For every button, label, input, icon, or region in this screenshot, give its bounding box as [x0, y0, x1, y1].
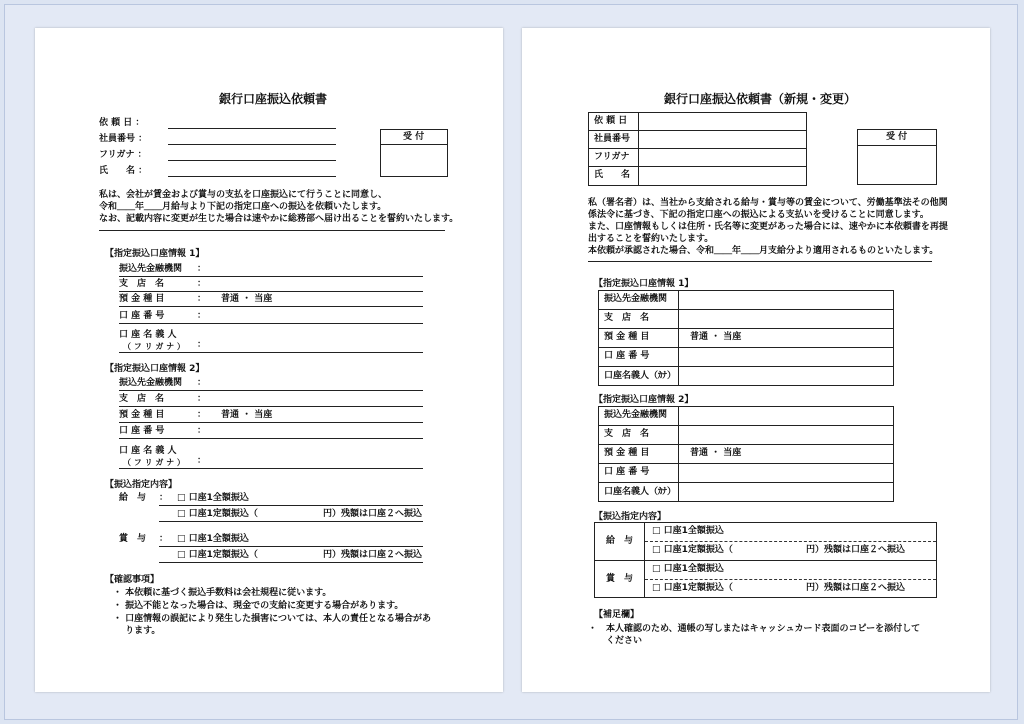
employee-no-field[interactable] [168, 144, 336, 145]
field-label-furigana: フリガナ [594, 152, 630, 162]
bonus-option-full[interactable]: □ 口座1全額振込 [177, 534, 249, 544]
consent-line-1: 私は、会社が賃金および賞与の支払を口座振込にて行うことに同意し、 [99, 190, 388, 200]
account-2-heading: 【指定振込口座情報 2】 [594, 395, 694, 405]
acct2-holder-label: 口座名義人（ｶﾅ） [604, 487, 677, 497]
reception-label: 受 付 [886, 132, 908, 142]
consent-line-5: 本依頼が承認された場合、令和＿＿年＿＿月支給分より適用されるものといたします。 [588, 246, 939, 256]
acct2-branch-input[interactable] [119, 406, 423, 407]
acct1-branch-input[interactable] [119, 291, 423, 292]
acct1-number-input[interactable] [119, 323, 423, 324]
acct1-number-label: 口 座 番 号 [604, 351, 650, 361]
acct1-holder-label: 口 座 名 義 人 [119, 330, 177, 340]
salary-option-full[interactable]: □ 口座1全額振込 [652, 526, 724, 536]
confirm-item-3: ・ 口座情報の誤記により発生した損害については、本人の責任となる場合があ [113, 614, 431, 624]
form-page-left: 銀行口座振込依頼書 依 頼 日 ： 社員番号 ： フリガナ ： 氏 名 ： 受 付 私は、会社が賃金および賞与の支払を口座振込にて行うことに同意し、 令和＿＿年＿＿月給与より下記の指定口座への振込を依頼いたします。 なお、記載内容に変更が生じた場合は速やかに総務部へ届け出ることを誓約いたします。 【指定振込口座情報 1】 振込先金融機関 ： 支 店 名 ： 預 金 種 目 ： 普通 ・ 当座 口 座 番 号 ： 口 座 名 義 人 （ フ リ ガ ナ ） ： 【指定振込口座情報 2】 振込先金融機関 ： 支 店 名 ： 預 金 種 目 ： 普通 ・ 当座 口 座 番 号 ： 口 座 名 義 人 （ フ リ ガ ナ ） ： 【振込指定内容】 給 与 ： □ 口座1全額振込 □ 口座1定額振込（ 円）残額は口座２へ振込 賞 与 ： □ 口座1全額振込 □ 口座1定額振込（ 円）残額は口座２へ振込 【確認事項】 ・ 本依頼に基づく振込手数料は会社規程に従います。 ・ 振込不能となった場合は、現金での支給に変更する場合があります。 ・ 口座情報の誤記により発生した損害については、本人の責任となる場合があ ります。 [35, 28, 503, 692]
employee-no-cell[interactable] [639, 131, 806, 147]
acct2-bank-label: 振込先金融機関 [604, 410, 668, 420]
name-cell[interactable] [639, 167, 806, 185]
field-label-employee-no: 社員番号 ： [99, 134, 148, 144]
bonus-option-fixed[interactable]: □ 口座1定額振込（ [652, 583, 733, 593]
bonus-label: 賞 与 [119, 534, 147, 544]
acct2-number-input[interactable] [119, 438, 423, 439]
consent-line-4: 出することを誓約いたします。 [588, 234, 714, 244]
bonus-option-fixed-tail: 円）残額は口座２へ振込 [806, 583, 906, 593]
name-field[interactable] [168, 176, 336, 177]
consent-line-2: 係法令に基づき、下記の指定口座への振込による支払いを受けることに同意します。 [588, 210, 929, 220]
bonus-option-full[interactable]: □ 口座1全額振込 [652, 564, 724, 574]
confirm-item-3-cont: ります。 [113, 626, 161, 636]
field-label-date: 依 頼 日 ： [99, 118, 145, 128]
reception-label: 受 付 [403, 132, 425, 142]
acct1-bank-label: 振込先金融機関 [119, 264, 183, 274]
acct1-number-label: 口 座 番 号 [119, 311, 165, 321]
date-cell[interactable] [639, 113, 806, 129]
salary-option-full[interactable]: □ 口座1全額振込 [177, 493, 249, 503]
consent-line-3: なお、記載内容に変更が生じた場合は速やかに総務部へ届け出ることを誓約いたします。 [99, 214, 459, 224]
acct2-furigana-note: （ フ リ ガ ナ ） [123, 458, 185, 467]
divider [99, 230, 445, 231]
salary-option-fixed-tail: 円）残額は口座２へ振込 [806, 545, 906, 555]
acct1-furigana-note: （ フ リ ガ ナ ） [123, 342, 185, 351]
acct1-type-label: 預 金 種 目 [604, 332, 650, 342]
acct2-branch-label: 支 店 名 [604, 429, 650, 439]
account-1-heading: 【指定振込口座情報 1】 [105, 249, 205, 259]
field-label-employee-no: 社員番号 [594, 134, 631, 144]
acct2-number-label: 口 座 番 号 [119, 426, 165, 436]
salary-label: 給 与 [606, 536, 634, 546]
acct2-branch-label: 支 店 名 [119, 394, 165, 404]
acct1-branch-label: 支 店 名 [119, 279, 165, 289]
acct1-type-label: 預 金 種 目 [119, 294, 165, 304]
acct2-holder-input[interactable] [119, 468, 423, 469]
field-label-furigana: フリガナ ： [99, 150, 147, 160]
acct1-holder-label: 口座名義人（ｶﾅ） [604, 371, 677, 381]
furigana-cell[interactable] [639, 149, 806, 165]
notes-line-1: ・ 本人確認のため、通帳の写しまたはキャッシュカード表面のコピーを添付して [588, 624, 921, 634]
acct2-deposit-type[interactable]: 普通 ・ 当座 [690, 448, 742, 458]
notes-line-2: ください [588, 636, 643, 646]
acct2-bank-input[interactable] [119, 390, 423, 391]
consent-line-1: 私（署名者）は、当社から支給される給与・賞与等の賃金について、労働基準法その他関 [588, 198, 948, 208]
field-label-name: 氏 名 [594, 170, 631, 180]
form-page-right [522, 28, 990, 692]
acct2-type-label: 預 金 種 目 [604, 448, 650, 458]
field-label-name: 氏 名 ： [99, 166, 148, 176]
acct1-branch-label: 支 店 名 [604, 313, 650, 323]
field-label-date: 依 頼 日 [594, 116, 628, 126]
bonus-option-fixed[interactable]: □ 口座1定額振込（ [177, 550, 258, 560]
confirm-heading: 【確認事項】 [105, 575, 160, 585]
salary-option-fixed[interactable]: □ 口座1定額振込（ [177, 509, 258, 519]
acct1-holder-input[interactable] [119, 352, 423, 353]
date-field[interactable] [168, 128, 336, 129]
account-2-heading: 【指定振込口座情報 2】 [105, 364, 205, 374]
acct2-type-label: 預 金 種 目 [119, 410, 165, 420]
page-title: 銀行口座振込依頼書（新規・変更） [664, 92, 857, 106]
salary-label: 給 与 [119, 493, 147, 503]
confirm-item-1: ・ 本依頼に基づく振込手数料は会社規程に従います。 [113, 588, 332, 598]
confirm-item-2: ・ 振込不能となった場合は、現金での支給に変更する場合があります。 [113, 601, 404, 611]
acct2-bank-label: 振込先金融機関 [119, 378, 183, 388]
acct1-deposit-type[interactable]: 普通 ・ 当座 [690, 332, 742, 342]
acct1-deposit-type[interactable]: 普通 ・ 当座 [221, 294, 273, 304]
account-1-heading: 【指定振込口座情報 1】 [594, 279, 694, 289]
divider [588, 261, 932, 262]
transfer-heading: 【振込指定内容】 [105, 480, 178, 490]
bonus-option-fixed-tail: 円）残額は口座２へ振込 [323, 550, 423, 560]
bonus-label: 賞 与 [606, 574, 634, 584]
transfer-heading: 【振込指定内容】 [594, 512, 667, 522]
consent-line-2: 令和＿＿年＿＿月給与より下記の指定口座への振込を依頼いたします。 [99, 202, 387, 212]
salary-option-fixed[interactable]: □ 口座1定額振込（ [652, 545, 733, 555]
acct1-bank-label: 振込先金融機関 [604, 294, 668, 304]
acct1-bank-input[interactable] [119, 276, 423, 277]
notes-heading: 【補足欄】 [594, 610, 640, 620]
page-title: 銀行口座振込依頼書 [219, 92, 328, 106]
furigana-field[interactable] [168, 160, 336, 161]
acct2-deposit-type[interactable]: 普通 ・ 当座 [221, 410, 273, 420]
salary-option-fixed-tail: 円）残額は口座２へ振込 [323, 509, 423, 519]
acct2-holder-label: 口 座 名 義 人 [119, 446, 177, 456]
consent-line-3: また、口座情報もしくは住所・氏名等に変更があった場合には、速やかに本依頼書を再提 [588, 222, 948, 232]
acct2-number-label: 口 座 番 号 [604, 467, 650, 477]
